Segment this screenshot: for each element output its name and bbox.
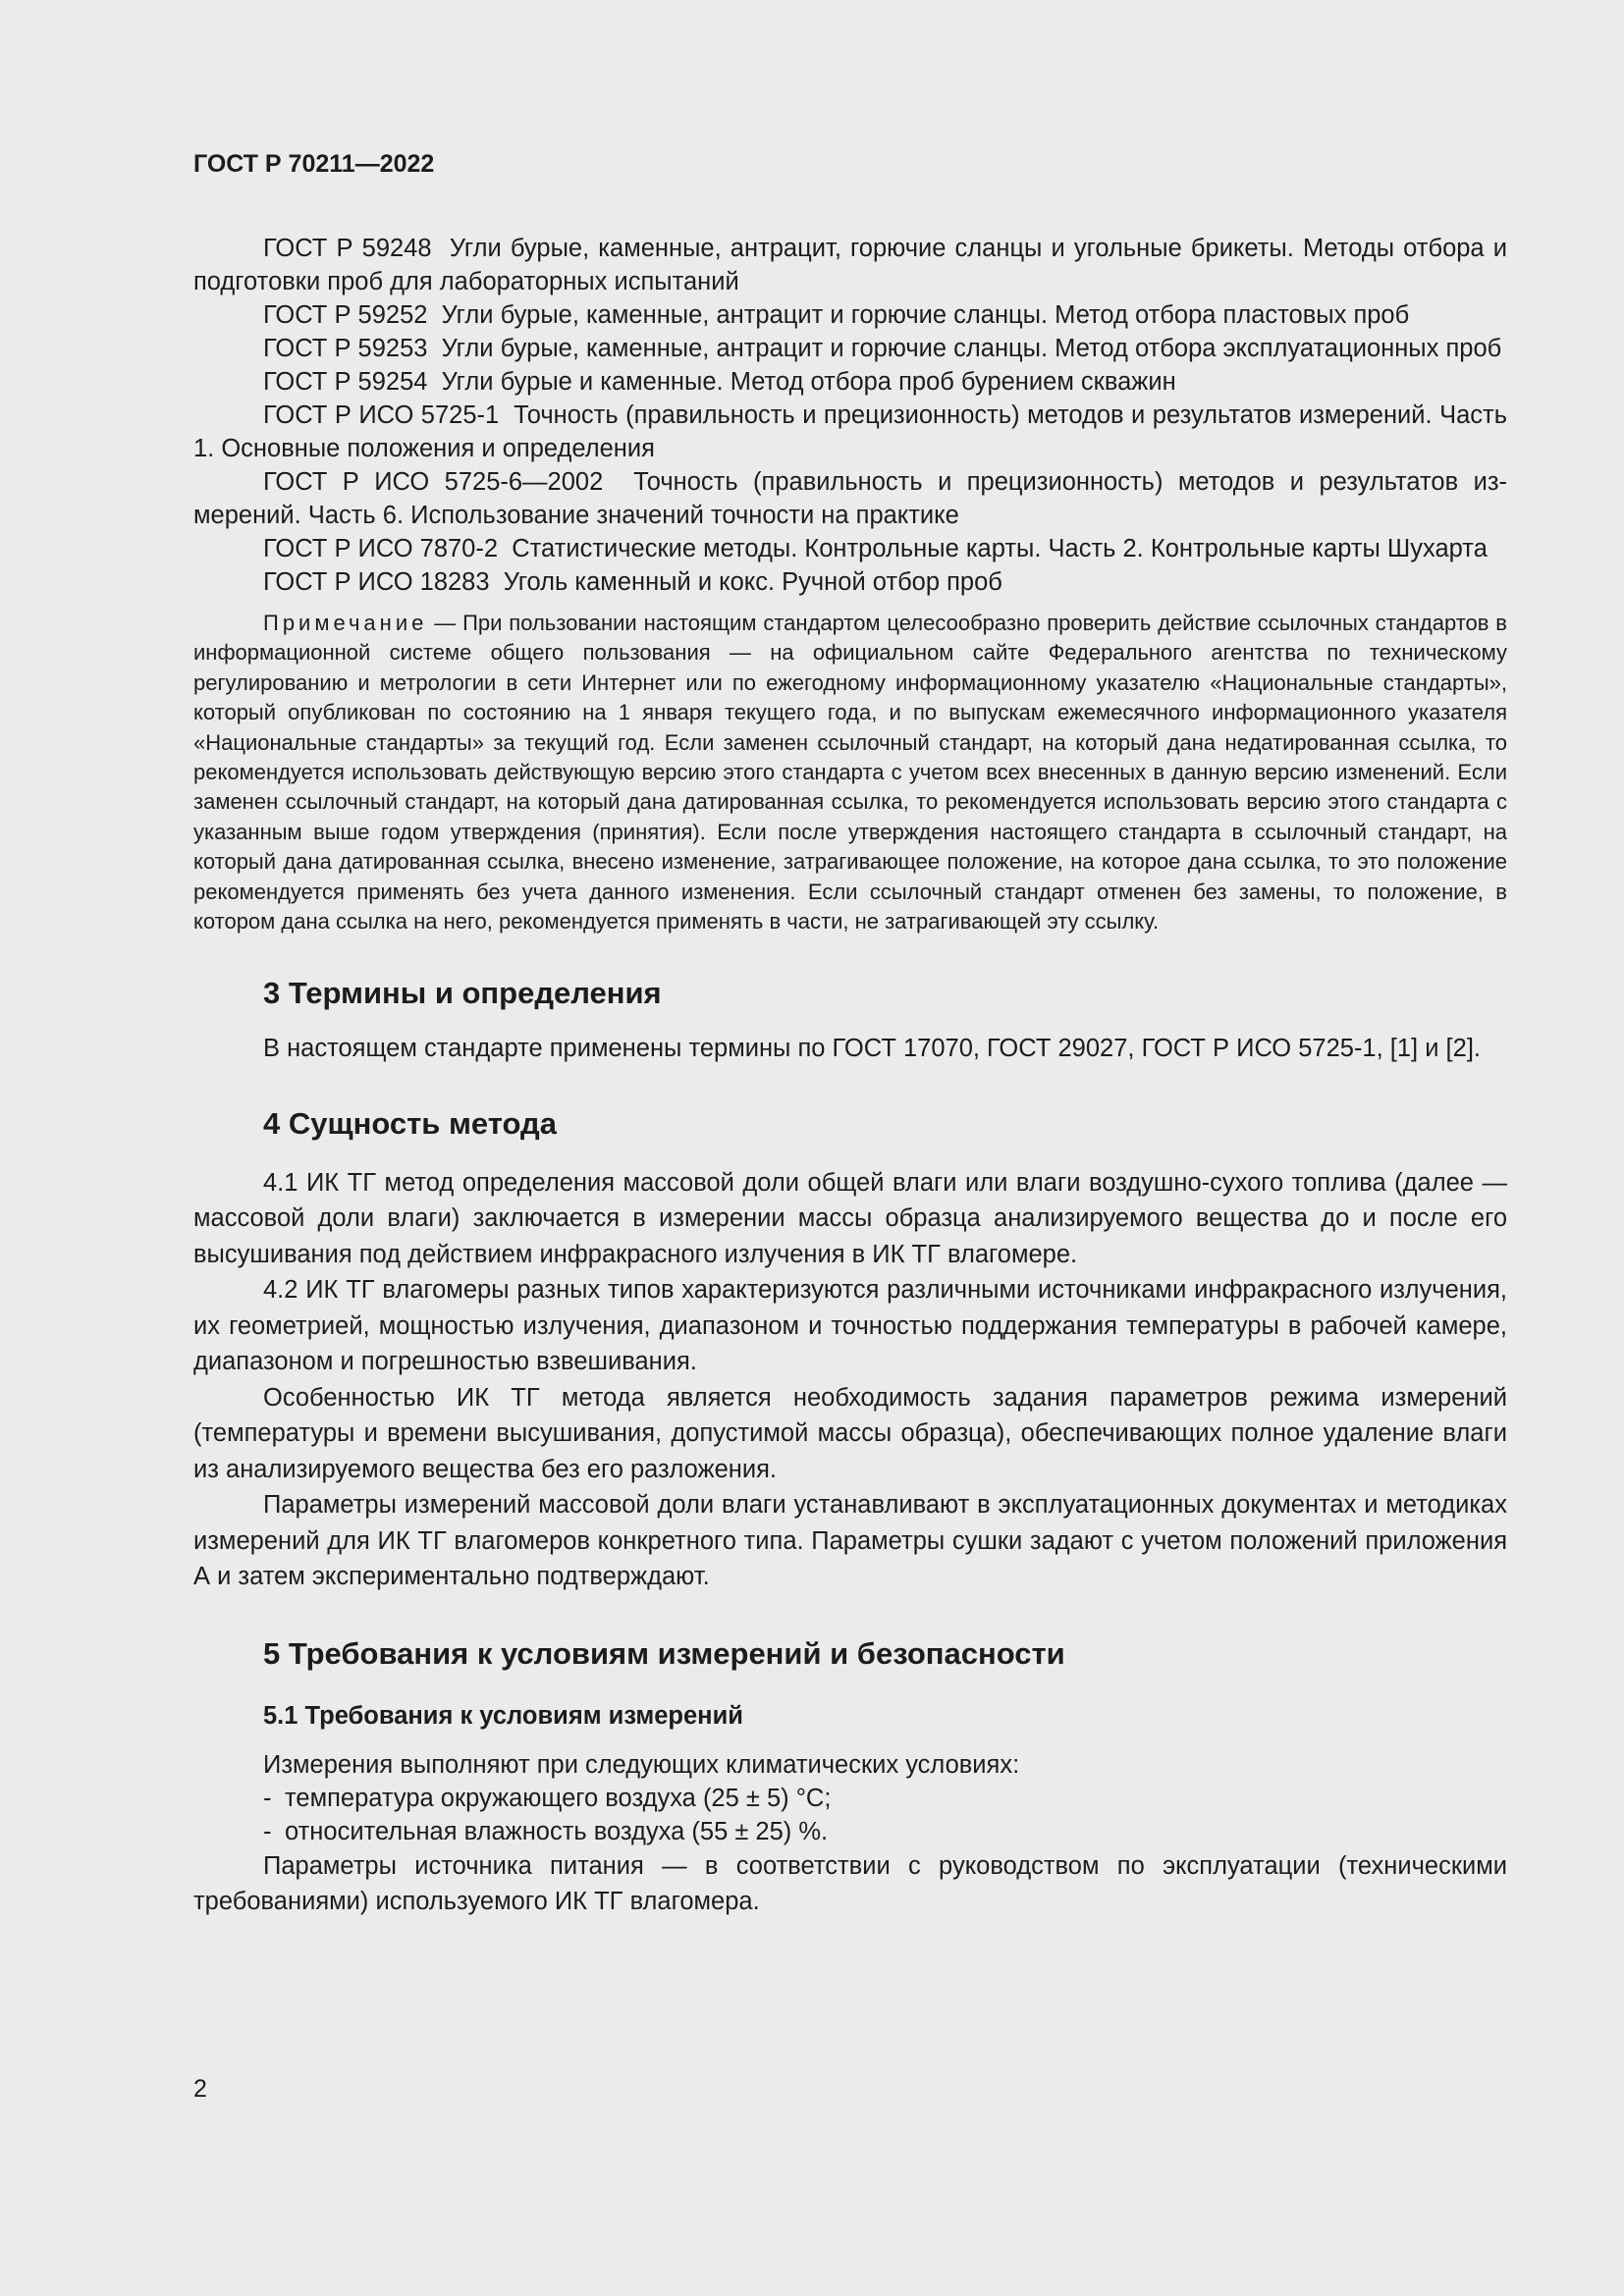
subsection-5-1-heading: 5.1 Требования к условиям измерений bbox=[263, 1701, 743, 1730]
reference-item bbox=[193, 532, 1507, 565]
reference-item bbox=[193, 565, 1507, 599]
reference-code: ГОСТ Р 59253 bbox=[263, 335, 428, 362]
reference-code: ГОСТ Р ИСО 5725-6—2002 bbox=[263, 468, 604, 496]
reference-item bbox=[193, 332, 1507, 365]
note-label: Примечание bbox=[263, 611, 428, 635]
clause-4-2: 4.2 ИК ТГ влагомеры разных типов характеризуются различными источниками инфракрасного излучения, их геометрией, мощностью излучения, диапазоном и точностью поддержания температуры в рабочей камере, диапазоном и погрешностью взвешивания. bbox=[193, 1276, 1507, 1376]
reference-title: Угли бурые, каменные, антрацит и горючие сланцы. Метод отбора пластовых проб bbox=[441, 301, 1410, 329]
reference-title: Угли бурые, каменные, антрацит, горючие сланцы и угольные брикеты. Методы отбора и подготовки проб для лабораторных испытаний bbox=[193, 235, 1507, 295]
reference-code: ГОСТ Р ИСО 18283 bbox=[263, 568, 490, 596]
reference-title: Угли бурые и каменные. Метод отбора проб бурением скважин bbox=[441, 368, 1176, 396]
section-4-paragraph: Параметры измерений массовой доли влаги устанавливают в эксплуатационных документах и методиках измерений для ИК ТГ влагомеров конкретного типа. Параметры сушки задают с учетом положений приложения А и затем экспериментально подтверждают. bbox=[193, 1491, 1507, 1591]
reference-title: Точность (правильность и прецизионность) методов и результатов измерений. Часть 6. Использование значений точности на практике bbox=[193, 468, 1508, 529]
section-4-heading: 4 Сущность метода bbox=[263, 1105, 557, 1141]
reference-list bbox=[193, 232, 1507, 599]
list-item-text: температура окружающего воздуха (25 ± 5) °С; bbox=[285, 1784, 832, 1812]
reference-title: Уголь каменный и кокс. Ручной отбор проб bbox=[503, 568, 1002, 596]
reference-title: Угли бурые, каменные, антрацит и горючие сланцы. Метод отбора эксплуатационных проб bbox=[441, 335, 1502, 362]
reference-title: Точность (правильность и прецизионность) методов и результатов измерений. Часть 1. Основные положения и определения bbox=[193, 401, 1507, 462]
reference-code: ГОСТ Р ИСО 5725-1 bbox=[263, 401, 500, 429]
section-4-paragraph: Особенностью ИК ТГ метода является необходимость задания параметров режима измерений (температуры и времени высушивания, допустимой массы образца), обеспечивающих полное удаление влаги из анализируемого вещества без его разложения. bbox=[193, 1383, 1507, 1483]
reference-title: Статистические методы. Контрольные карты. Часть 2. Контрольные карты Шухарта bbox=[512, 535, 1488, 562]
list-item: - относительная влажность воздуха (55 ± 25) %. bbox=[263, 1817, 829, 1845]
reference-item bbox=[193, 298, 1507, 332]
conditions-intro: Измерения выполняют при следующих климатических условиях: bbox=[263, 1750, 1020, 1779]
page-number: 2 bbox=[193, 2075, 207, 2103]
list-item-text: относительная влажность воздуха (55 ± 25) %. bbox=[285, 1817, 829, 1845]
document-header-id: ГОСТ Р 70211—2022 bbox=[193, 150, 435, 178]
reference-item bbox=[193, 465, 1507, 532]
reference-code: ГОСТ Р 59248 bbox=[263, 235, 432, 262]
reference-code: ГОСТ Р 59252 bbox=[263, 301, 428, 329]
power-supply-paragraph: Параметры источника питания — в соответствии с руководством по эксплуатации (техническими требованиями) используемого ИК ТГ влагомера. bbox=[193, 1851, 1507, 1916]
note-text: — При пользовании настоящим стандартом целесообразно проверить действие ссылочных стандартов в информационной системе общего пользования — на официальном сайте Федерального агентства по техническому регулированию и метрологии в сети Интернет или по ежегодному информационному указателю «Национальные стандарты», который опубликован по состоянию на 1 января текущего года, и по выпускам ежемесячного информационного указателя «Национальные стандарты» за текущий год. Если заменен ссылочный стандарт, на который дана недатированная ссылка, то рекомендуется использовать действующую версию этого стандарта с учетом всех внесенных в данную версию изменений. Если заменен ссылочный стандарт, на который дана датированная ссылка, то рекомендуется использовать версию этого стандарта с указанным выше годом утверждения (принятия). Если после утверждения настоящего стандарта в ссылочный стандарт, на который дана датированная ссылка, внесено изменение, затрагивающее положение, на которое дана ссылка, то это положение рекомендуется применять без учета данного изменения. Если ссылочный стандарт отменен без замены, то положение, в котором дана ссылка на него, рекомендуется применять в части, не затрагивающей эту ссылку. bbox=[193, 611, 1507, 934]
document-page bbox=[193, 147, 1507, 1920]
reference-item bbox=[193, 365, 1507, 399]
reference-code: ГОСТ Р ИСО 7870-2 bbox=[263, 535, 499, 562]
reference-item bbox=[193, 399, 1507, 465]
list-item: - температура окружающего воздуха (25 ± 5) °С; bbox=[263, 1784, 832, 1812]
reference-code: ГОСТ Р 59254 bbox=[263, 368, 428, 396]
section-5-heading: 5 Требования к условиям измерений и безопасности bbox=[263, 1635, 1065, 1671]
reference-item bbox=[193, 232, 1507, 298]
section-3-text: В настоящем стандарте применены термины по ГОСТ 17070, ГОСТ 29027, ГОСТ Р ИСО 5725-1, [1] и [2]. bbox=[263, 1035, 1481, 1063]
clause-4-1: 4.1 ИК ТГ метод определения массовой доли общей влаги или влаги воздушно-сухого топлива (далее — массовой доли влаги) заключается в измерении массы образца анализируемого вещества до и после его высушивания под действием инфракрасного излучения в ИК ТГ влагомере. bbox=[193, 1168, 1507, 1268]
note-block bbox=[193, 609, 1507, 936]
section-3-heading: 3 Термины и определения bbox=[263, 976, 662, 1011]
